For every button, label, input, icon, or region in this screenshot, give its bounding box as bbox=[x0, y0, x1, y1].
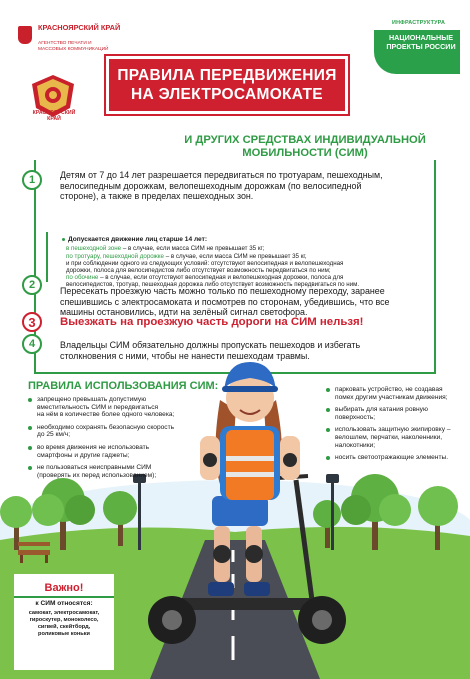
rule-1-text bbox=[60, 170, 432, 202]
age-note-line: дорожки, полоса для велосипедистов либо отсутствует возможность передвигаться по ним; bbox=[66, 267, 331, 274]
rule-number-2: 2 bbox=[22, 275, 42, 295]
list-item-line: использовать защитную экипировку – bbox=[335, 426, 451, 434]
org-subtitle: АГЕНТСТВО ПЕЧАТИ И МАССОВЫХ КОММУНИКАЦИЙ bbox=[38, 41, 109, 52]
important-divider bbox=[14, 596, 114, 598]
title-line-2: НА ЭЛЕКТРОСАМОКАТЕ bbox=[131, 86, 323, 103]
page-title bbox=[117, 66, 336, 104]
rule-4-line: столкновения с ними, чтобы не нанести пешеходам травмы. bbox=[60, 350, 310, 361]
rule-2-line: машины остановились, идти на зелёный сигнал светофора. bbox=[60, 307, 308, 318]
project-top-label: ИНФРАСТРУКТУРА bbox=[392, 20, 446, 26]
list-item bbox=[28, 444, 198, 459]
note-text: – в случае, если масса СИМ не превышает 35 кг, bbox=[164, 253, 307, 260]
important-line: роликовые коньки bbox=[38, 631, 90, 637]
list-item bbox=[326, 454, 460, 462]
rule-2-text bbox=[60, 286, 432, 318]
age-note-heading-text: Допускается движение лиц старше 14 лет: bbox=[68, 236, 208, 243]
important-body bbox=[14, 610, 114, 638]
list-item-line: велошлем, перчатки, наколенники, bbox=[335, 433, 443, 441]
list-item-line: налокотники; bbox=[335, 441, 376, 449]
project-name: НАЦИОНАЛЬНЫЕ ПРОЕКТЫ РОССИИ bbox=[386, 33, 456, 51]
list-item-line: поверхность; bbox=[335, 413, 376, 421]
list-item-line: (проверять их перед использованием); bbox=[37, 471, 157, 479]
rule-1-line: стороне), а также в пределах пешеходных зон. bbox=[60, 191, 254, 202]
rule-3-text: Выезжать на проезжую часть дороги на СИМ нельзя! bbox=[60, 316, 364, 328]
list-item-line: выбирать для катания ровную bbox=[335, 406, 428, 414]
age-note-line bbox=[66, 253, 432, 260]
list-item bbox=[28, 464, 198, 479]
list-item bbox=[28, 396, 198, 419]
age-note-line: велосипедистов, тротуар, пешеходная дорожка либо отсутствует возможность передвигаться по ним. bbox=[66, 281, 360, 288]
list-item-line: смартфоны и другие гаджеты; bbox=[37, 451, 130, 459]
rule-1-line: Детям от 7 до 14 лет разрешается передвигаться по тротуарам, пешеходным, bbox=[60, 170, 383, 180]
important-line: гироскутер, моноколесо, bbox=[29, 617, 99, 623]
age-note-line bbox=[66, 245, 432, 252]
usage-rules-left bbox=[28, 396, 198, 484]
important-title: Важно! bbox=[44, 582, 84, 594]
rule-1-line: велосипедным дорожкам, велопешеходным дорожкам (по велосипедной bbox=[60, 180, 362, 191]
important-line: сигвей, скейтборд, bbox=[37, 624, 91, 630]
note-highlight: по тротуару, пешеходной дорожке bbox=[66, 253, 164, 260]
list-item-line: во время движения не использовать bbox=[37, 443, 150, 451]
org-title: КРАСНОЯРСКИЙ КРАЙ bbox=[38, 23, 121, 32]
title-banner bbox=[106, 56, 348, 114]
list-item bbox=[28, 424, 198, 439]
list-item-line: запрещено превышать допустимую bbox=[37, 396, 147, 403]
list-item-line: парковать устройство, не создавая bbox=[335, 386, 443, 393]
note-highlight: в пешеходной зоне bbox=[66, 245, 122, 252]
list-item-line: не пользоваться неисправными СИМ bbox=[37, 464, 152, 472]
page-subtitle bbox=[170, 134, 440, 160]
list-item-line: необходимо сохранять безопасную скорость bbox=[37, 423, 175, 431]
list-item-line: до 25 км/ч; bbox=[37, 431, 71, 439]
subtitle-line-2: МОБИЛЬНОСТИ (СИМ) bbox=[242, 147, 368, 159]
list-item-line: помех другим участникам движения; bbox=[335, 393, 448, 401]
rule-4-line: Владельцы СИМ обязательно должны пропускать пешеходов и избегать bbox=[60, 340, 361, 350]
important-heading: к СИМ относятся: bbox=[35, 600, 93, 607]
age-note-line: и при соблюдении одного из следующих условий: отсутствуют велосипедная и велопешеходная bbox=[66, 260, 344, 267]
bullet-icon bbox=[62, 238, 65, 241]
rule-2-line: спешившись с электросамоката и посмотрев по сторонам, убедившись, что все bbox=[60, 296, 390, 307]
emblem-caption: КРАСНОЯРСКИЙ КРАЙ bbox=[32, 110, 76, 122]
list-item bbox=[326, 386, 460, 401]
list-item bbox=[326, 406, 460, 421]
rule-2-line: Пересекать проезжую часть можно только по пешеходному переходу, заранее bbox=[60, 286, 385, 296]
rule-number-1: 1 bbox=[22, 170, 42, 190]
age-note-heading bbox=[62, 236, 207, 243]
list-item-line: носить светоотражающие элементы. bbox=[335, 454, 449, 462]
rule-number-4: 4 bbox=[22, 334, 42, 354]
rule-number-3: 3 bbox=[22, 312, 42, 332]
note-text: – в случае, если масса СИМ не превышает 35 кг; bbox=[121, 245, 265, 252]
usage-rules-title: ПРАВИЛА ИСПОЛЬЗОВАНИЯ СИМ: bbox=[28, 380, 219, 392]
note-highlight: по обочине bbox=[66, 274, 99, 281]
coat-of-arms-icon bbox=[18, 26, 32, 44]
subtitle-line-1: И ДРУГИХ СРЕДСТВАХ ИНДИВИДУАЛЬНОЙ bbox=[184, 134, 426, 146]
age-note-line bbox=[66, 274, 432, 281]
usage-rules-right bbox=[326, 386, 460, 467]
national-projects-logo bbox=[374, 20, 460, 76]
list-item-line: на нём в количестве более одного человека; bbox=[37, 411, 175, 419]
important-line: самокат, электросамокат, bbox=[28, 610, 100, 616]
list-item bbox=[326, 426, 460, 449]
title-line-1: ПРАВИЛА ПЕРЕДВИЖЕНИЯ bbox=[117, 67, 337, 84]
rule-4-text bbox=[60, 340, 432, 361]
list-item-line: вместительность СИМ и передвигаться bbox=[37, 403, 159, 411]
note-text: – в случае, если отсутствуют велосипедная и велопешеходная дорожки, полоса для bbox=[98, 274, 344, 281]
